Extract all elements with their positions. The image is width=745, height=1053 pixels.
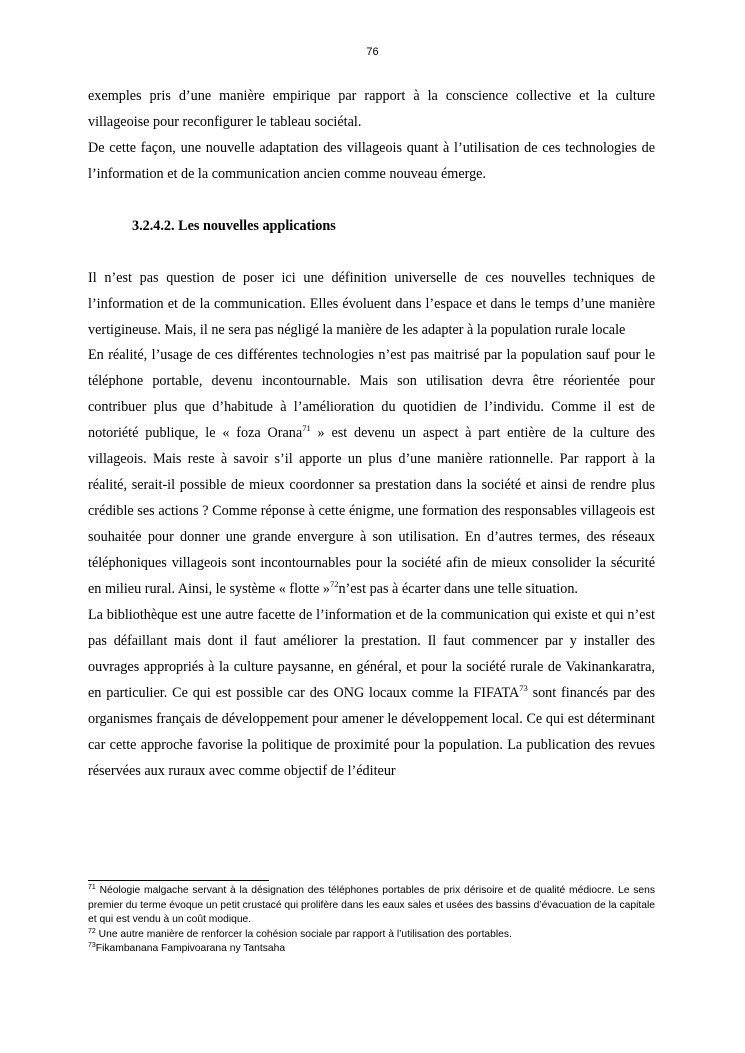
spacer [88,188,655,214]
paragraph-realite [88,343,655,603]
footnote-ref-71[interactable]: 71 [302,423,311,434]
footnote-text: Néologie malgache servant à la désignation des téléphones portables de prix dérisoire et de qualité médiocre. Le sens premier du terme évoque un petit crustacé qui prolifère dans les eaux sales et usées des bassins d’évacuation de la capitale et qui est vendu à un coût modique. [88,885,655,925]
text-segment: La bibliothèque est une autre facette de l’information et de la communication qui existe et qui n’est pas défaillant mais dont il faut améliorer la prestation. Il faut commencer par y installer des ouvrages appropriés à la culture paysanne, en général, et pour la société rurale de Vakinankaratra, en particulier. Ce qui est possible car des ONG locaux comme la FIFATA [88,607,655,701]
paragraph-adaptation: De cette façon, une nouvelle adaptation des villageois quant à l’utilisation de ces technologies de l’information et de la communication ancien comme nouveau émerge. [88,139,655,182]
footnote-ref-73[interactable]: 73 [519,682,528,693]
text-segment: » est devenu un aspect à part entière de la culture des villageois. Mais reste à savoir s’il apporte un plus d’une manière rationnelle. Par rapport à la réalité, serait-il possible de mieux coordonner sa prestation dans la société et ainsi de rendre plus crédible ses actions ? Comme réponse à cette énigme, une formation des responsables villageois est souhaitée pour donner une grande envergure à son utilisation. En d’autres termes, des réseaux téléphoniques villageois sont incontournables pour la société afin de mieux consolider la sécurité en milieu rural. Ainsi, le système « flotte » [88,425,655,598]
footnote-text: Fikambanana Fampivoarana ny Tantsaha [95,943,286,954]
footnote-mark: 72 [88,927,96,935]
page-number: 76 [366,46,379,58]
footnote-73 [88,942,655,957]
spacer [88,240,655,266]
footnote-72 [88,928,655,943]
footnote-mark: 73 [88,942,96,949]
footnote-ref-72[interactable]: 72 [329,579,339,590]
paragraph-exemples: exemples pris d’une manière empirique par rapport à la conscience collective et la culture villageoise pour reconfigurer le tableau sociétal. [88,88,655,130]
body-text [88,84,655,785]
text-segment: n’est pas à écarter dans une telle situation. [338,581,578,598]
footnote-separator [88,880,269,881]
text-segment: sont financés par des organismes français de développement pour amener le développement local. Ce qui est déterminant car cette approche favorise la politique de proximité pour la population. La publication des revues réservées aux ruraux avec comme objectif de l’éditeur [88,684,655,779]
footnote-text: Une autre manière de renforcer la cohésion sociale par rapport à l’utilisation des portables. [95,928,512,940]
footnote-mark: 71 [88,884,96,891]
footnote-71 [88,884,655,928]
footnotes [88,884,655,957]
text-segment: En réalité, l’usage de ces différentes technologies n’est pas maitrisé par la population sauf pour le téléphone portable, devenu incontournable. Mais son utilisation devra être réorientée pour contribuer plus que d’habitude à l’amélioration du quotidien de l’individu. Comme il est de notoriété publique, le « foza Orana [88,347,655,442]
section-heading: 3.2.4.2. Les nouvelles applications [132,217,336,234]
paragraph-bibliotheque [88,603,655,785]
paragraph-intro: Il n’est pas question de poser ici une définition universelle de ces nouvelles techniques de l’information et de la communication. Elles évoluent dans l’espace et dans le temps d’une manière vertigineuse. Mais, il ne sera pas négligé la manière de les adapter à la population rurale locale [88,269,655,338]
